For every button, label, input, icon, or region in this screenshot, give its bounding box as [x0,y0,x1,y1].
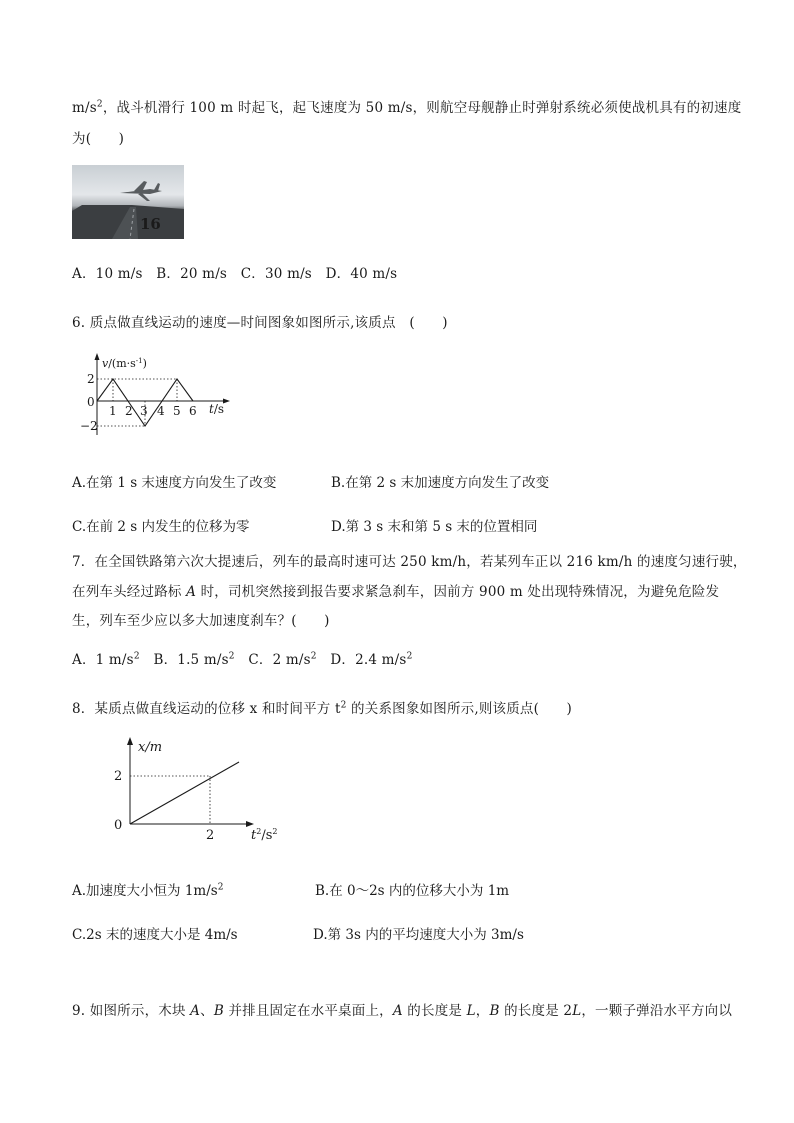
q5-line2: 为( ) [72,131,125,147]
q8-x-arrow [246,821,254,827]
deck-number: 16 [140,215,161,233]
q6-ytick-0: 0 [87,395,95,409]
q6-xtick-3: 3 [140,404,148,418]
q6-ylabel: $v/(m\cdot s^{-1})$ [102,357,147,370]
q6-xtick-1: 1 [109,404,117,418]
q6-xtick-6: 6 [189,404,197,418]
q7-line2: 在列车头经过路标 A 时，司机突然接到报告要求紧急刹车，因前方 900 m 处出现特殊情况，为避免危险发 [72,584,720,600]
q8-xtick-2: 2 [206,828,215,843]
q8-xlabel: $t^2/s^2$ [251,827,278,843]
q6-option-a: A.在第 1 s 末速度方向发生了改变 [72,475,277,491]
carrier-jet-photo [72,165,184,239]
q8-ytick-2: 2 [114,769,123,784]
q6-y-arrow [95,353,100,360]
q6-x-arrow [223,399,230,404]
q6-vt-graph [70,350,240,440]
q8-option-d: D.第 3s 内的平均速度大小为 3m/s [313,927,524,943]
q8-ylabel: x/m [138,740,163,755]
q7-line1: 7．在全国铁路第六次大提速后，列车的最高时速可达 250 km/h，若某列车正以 216 km/h 的速度匀速行驶， [72,554,747,570]
q8-origin: 0 [114,818,123,833]
q6-option-d: D.第 3 s 末和第 5 s 末的位置相同 [331,519,538,535]
q8-option-c: C.2s 末的速度大小是 4m/s [72,927,238,943]
q6-xtick-4: 4 [157,404,165,418]
q7-line3: 生，列车至少应以多大加速度刹车？( ) [72,613,330,629]
q6-xtick-2: 2 [125,404,133,418]
q8-option-a: A.加速度大小恒为 $1m/s^2$ [72,882,224,899]
q6-option-b: B.在第 2 s 末加速度方向发生了改变 [331,475,550,491]
q9-line1: 9. 如图所示，木块 A、B 并排且固定在水平桌面上，A 的长度是 L，B 的长度是 2L，一颗子弹沿水平方向以 [72,1003,733,1019]
q8-xt2-graph [108,732,288,844]
q6-stem: 6. 质点做直线运动的速度—时间图象如图所示,该质点 ( ) [72,315,448,331]
q8-x-t2-line [130,762,239,824]
q8-option-b: B.在 0～2s 内的位移大小为 1m [315,883,510,899]
q6-option-c: C.在前 2 s 内发生的位移为零 [72,519,250,535]
q8-y-arrow [127,737,133,745]
q7-options: A．1 $m/s^2$ B．1.5 $m/s^2$ C．2 $m/s^2$ D．2.4 $m/s^2$ [72,651,413,668]
q8-stem: 8．某质点做直线运动的位移 x 和时间平方 $t^2$ 的关系图象如图所示,则该质点( ) [72,700,572,717]
q5-options: A．10 m/s B．20 m/s C．30 m/s D．40 m/s [72,266,398,282]
q6-ytick-2: 2 [87,372,95,386]
q6-ytick-neg2: −2 [80,419,98,433]
q6-xlabel: t/s [209,402,225,416]
q6-xtick-5: 5 [173,404,181,418]
q5-line1: $m/s^2$，战斗机滑行 100 m 时起飞，起飞速度为 50 m/s，则航空母舰静止时弹射系统必须使战机具有的初速度 [72,99,742,116]
